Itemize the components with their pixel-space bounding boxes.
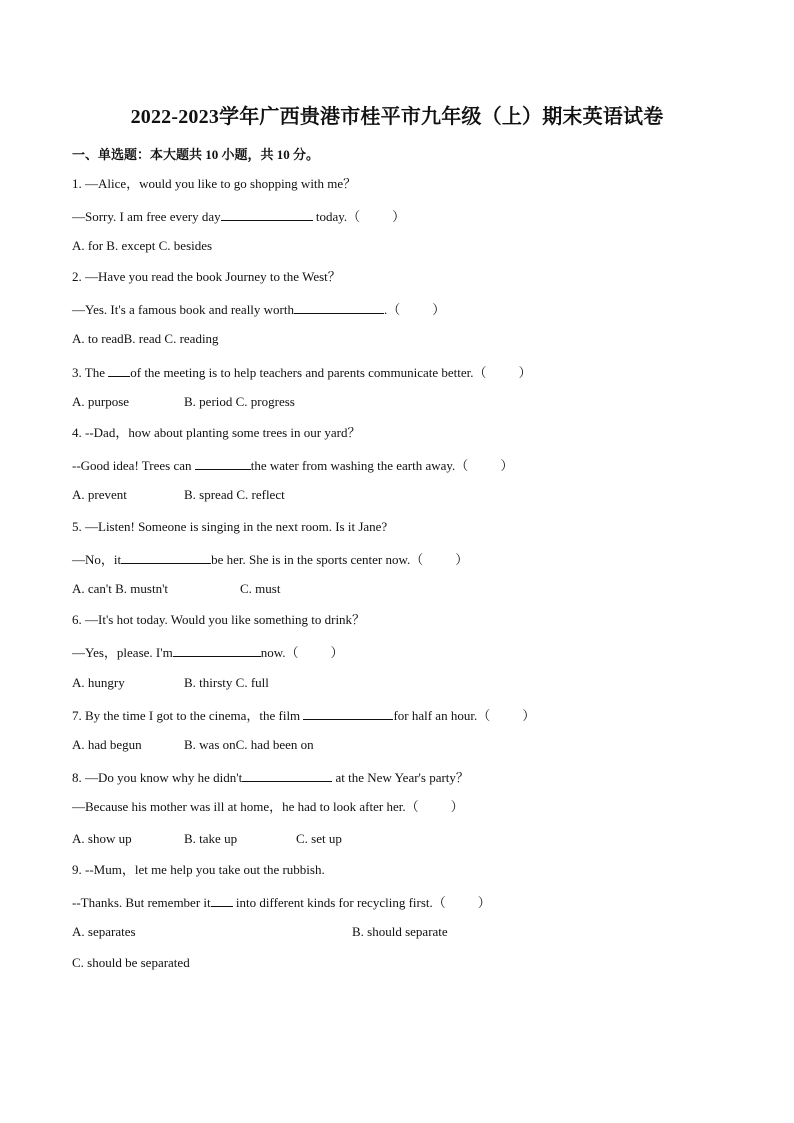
question-5-line-1: 5. —Listen! Someone is singing in the next room. Is it Jane?	[72, 519, 388, 534]
question-8-text-c: ）	[450, 799, 464, 814]
question-2-text-a: —Yes. It's a famous book and really worth	[72, 302, 294, 317]
question-1-options: A. for B. except C. besides	[72, 238, 213, 253]
question-4-line-1: 4. --Dad，how about planting some trees in our yard？	[72, 425, 361, 440]
question-1-line-1: 1. —Alice，would you like to go shopping with me？	[72, 176, 357, 191]
question-4-line-2	[72, 455, 513, 475]
question-8-text-b: at the New Year's party？	[332, 770, 469, 785]
question-5-line-2	[72, 549, 468, 569]
question-8-option-a: A. show up	[72, 831, 132, 846]
question-1-text-b: today.（	[312, 209, 361, 224]
question-8-option-b: B. take up	[184, 831, 238, 846]
question-2-options: A. to readB. read C. reading	[72, 331, 219, 346]
question-2-line-2	[72, 299, 445, 319]
question-3-options-b-c: B. period C. progress	[184, 394, 295, 409]
question-9-text-a: --Thanks. But remember it	[72, 895, 211, 910]
question-9-text-c: ）	[477, 895, 491, 910]
question-6-line-2	[72, 642, 344, 662]
question-9-line-1: 9. --Mum，let me help you take out the rubbish.	[72, 862, 325, 877]
answer-blank	[121, 549, 211, 564]
answer-blank	[211, 892, 233, 907]
answer-blank	[195, 455, 251, 470]
answer-blank	[221, 206, 313, 221]
question-5-option-c: C. must	[240, 581, 281, 596]
question-8-line-2	[72, 798, 464, 816]
question-9-text-b: into different kinds for recycling first.（	[232, 895, 446, 910]
question-6-text-c: ）	[330, 645, 344, 660]
answer-blank	[242, 767, 332, 782]
question-2-text-b: .（	[384, 302, 401, 317]
question-7-text-a: 7. By the time I got to the cinema，the film	[72, 708, 304, 723]
question-8-text-a: 8. —Do you know why he didn't	[72, 770, 243, 785]
question-3-text-c: ）	[518, 365, 532, 380]
question-9-line-2	[72, 892, 491, 912]
question-6-text-a: —Yes，please. I'm	[72, 645, 173, 660]
question-3-text-a: 3. The	[72, 365, 109, 380]
answer-blank	[108, 362, 130, 377]
question-6-options-b-c: B. thirsty C. full	[184, 675, 269, 690]
question-2-text-c: ）	[432, 302, 446, 317]
question-5-text-c: ）	[455, 552, 469, 567]
question-6-text-b: now.（	[260, 645, 299, 660]
question-7-options-b-c: B. was onC. had been on	[184, 737, 314, 752]
question-5-text-b: be her. She is in the sports center now.（	[211, 552, 424, 567]
question-4-text-b: the water from washing the earth away.（	[250, 458, 469, 473]
question-8-option-c: C. set up	[296, 831, 342, 846]
question-4-option-a: A. prevent	[72, 487, 127, 502]
question-6-line-1: 6. —It's hot today. Would you like something to drink？	[72, 612, 366, 627]
question-4-options-b-c: B. spread C. reflect	[184, 487, 285, 502]
question-6-option-a: A. hungry	[72, 675, 125, 690]
question-9-option-a: A. separates	[72, 924, 136, 939]
question-3-text-b: of the meeting is to help teachers and parents communicate better.（	[130, 365, 487, 380]
answer-blank	[303, 705, 393, 720]
question-1-text-c: ）	[392, 209, 406, 224]
page-title: 2022-2023学年广西贵港市桂平市九年级（上）期末英语试卷	[130, 106, 664, 128]
question-5-text-a: —No，it	[72, 552, 122, 567]
question-7-text-b: for half an hour.（	[393, 708, 491, 723]
question-8-line-1	[72, 767, 469, 787]
question-3-line-1	[72, 362, 532, 382]
question-3-option-a: A. purpose	[72, 394, 130, 409]
question-1-line-2	[72, 206, 405, 226]
question-1-text-a: —Sorry. I am free every day	[72, 209, 221, 224]
question-5-options-a-b: A. can't B. mustn't	[72, 581, 169, 596]
question-4-text-c: ）	[500, 458, 514, 473]
answer-blank	[173, 642, 261, 657]
section-heading: 一、单选题：本大题共 10 小题，共 10 分。	[72, 147, 320, 162]
question-8-text-a2: —Because his mother was ill at home，he had to look after her.（	[72, 799, 419, 814]
question-2-line-1: 2. —Have you read the book Journey to the West？	[72, 269, 341, 284]
question-4-text-a: --Good idea! Trees can	[72, 458, 195, 473]
question-9-option-b: B. should separate	[352, 924, 448, 939]
question-9-option-c: C. should be separated	[72, 955, 190, 970]
answer-blank	[294, 299, 384, 314]
question-7-text-c: ）	[522, 708, 536, 723]
question-7-line-1	[72, 705, 535, 725]
question-7-option-a: A. had begun	[72, 737, 142, 752]
